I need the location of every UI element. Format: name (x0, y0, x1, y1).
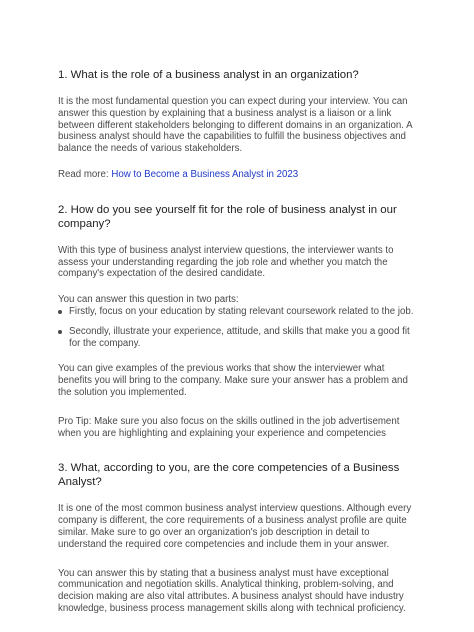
bullet-icon (58, 310, 62, 314)
question-2-heading: 2. How do you see yourself fit for the role of business analyst in our company? (58, 203, 397, 230)
question-3-heading: 3. What, according to you, are the core competencies of a Business Analyst? (58, 462, 400, 489)
read-more-line (58, 169, 416, 181)
bullet-text: Secondly, illustrate your experience, attitude, and skills that make you a good fit for the company. (69, 325, 410, 349)
question-2-bullet-list (58, 306, 416, 349)
question-3-paragraph-2: You can answer this by stating that a business analyst must have exceptional communication and negotiation skills. Analytical thinking, problem-solving, and decision making are also vital attributes. A business analyst should have industry knowledge, business process management skills along with technical proficiency. (58, 567, 406, 614)
question-2-pro-tip: Pro Tip: Make sure you also focus on the skills outlined in the job advertisement when you are highlighting and explaining your experience and competencies (58, 415, 400, 439)
question-2-examples: You can give examples of the previous works that show the interviewer what benefits you will bring to the company. Make sure your answer has a problem and the solution you implemented. (58, 363, 408, 398)
question-3-paragraph-1: It is one of the most common business analyst interview questions. Although every company is different, the core requirements of a business analyst profile are quite similar. Make sure to go over an organization's job description in detail to understand the required core competencies and include them in your answer. (58, 503, 412, 550)
list-item (58, 326, 416, 350)
read-more-label: Read more: (58, 168, 109, 180)
read-more-link[interactable]: How to Become a Business Analyst in 2023 (111, 168, 299, 180)
list-item (58, 306, 416, 318)
bullet-text: Firstly, focus on your education by stating relevant coursework related to the job. (69, 305, 414, 317)
question-1-heading: 1. What is the role of a business analyst in an organization? (58, 69, 359, 81)
question-1-answer: It is the most fundamental question you can expect during your interview. You can answer this question by explaining that a business analyst is a liaison or a link between different stakeholders belonging to different domains in an organization. A business analyst should have the capabilities to fulfill the business objectives and balance the needs of various stakeholders. (58, 96, 413, 155)
question-2-two-parts: You can answer this question in two parts: (58, 294, 239, 306)
bullet-icon (58, 330, 62, 334)
question-2-intro: With this type of business analyst interview questions, the interviewer wants to assess your understanding regarding the job role and whether you match the company's expectation of the desired candidate. (58, 244, 394, 280)
